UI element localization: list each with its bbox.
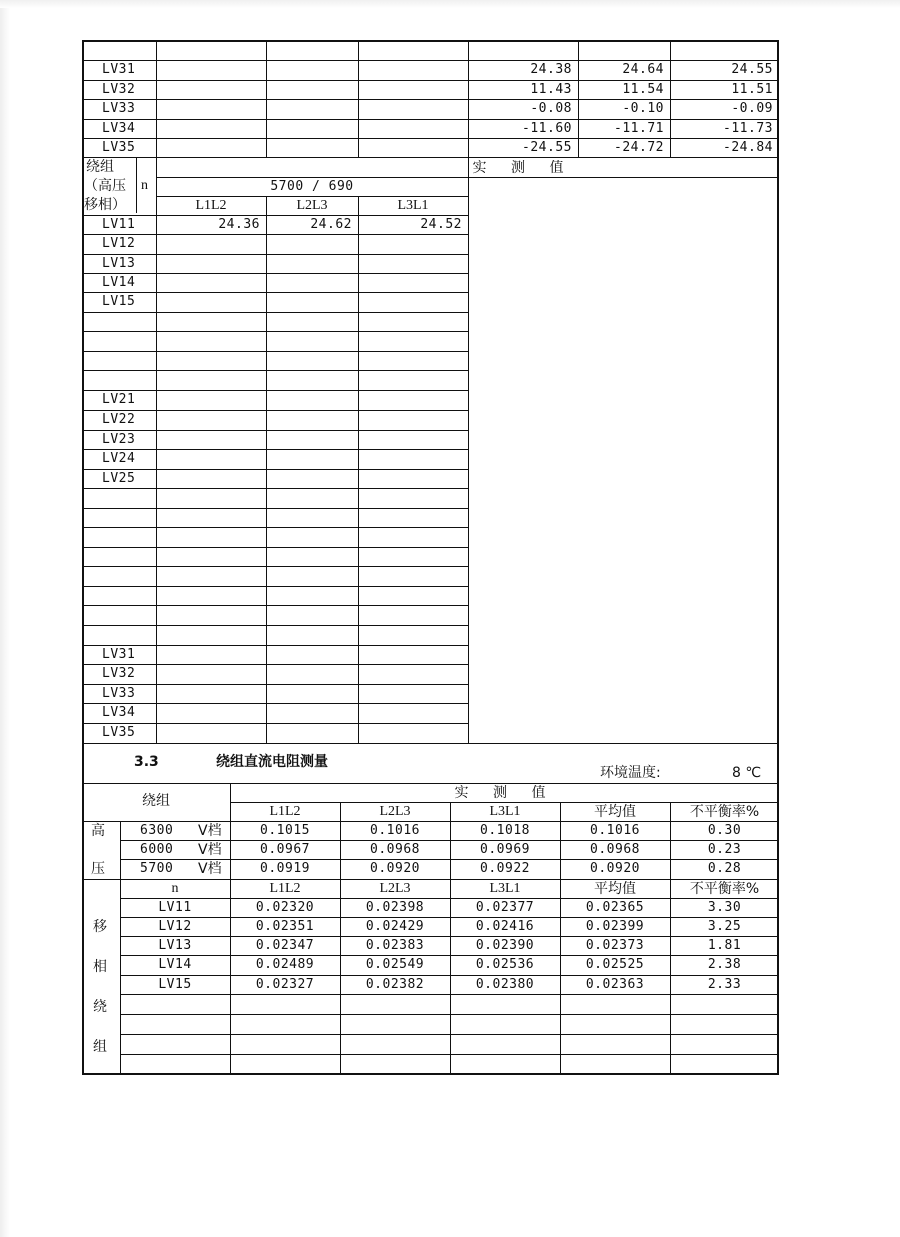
table-cell: -11.73: [723, 121, 773, 136]
row-line: [82, 684, 468, 685]
row-line: [82, 586, 468, 587]
col-divider: [136, 157, 137, 213]
row-label: LV33: [102, 101, 136, 116]
table-cell: 0.1016: [370, 823, 420, 838]
tap-value: 6000: [140, 842, 174, 857]
hv-label: 高: [91, 823, 105, 839]
row-line: [82, 331, 468, 332]
table-cell: 0.0967: [260, 842, 310, 857]
phase-shift-label: 组: [93, 1039, 107, 1055]
row-label: LV34: [102, 121, 136, 136]
table-cell: -24.55: [522, 140, 572, 155]
section-divider: [82, 743, 779, 744]
table-cell: 24.62: [310, 217, 352, 232]
tap-unit: V档: [198, 842, 222, 858]
column-header: 平均值: [594, 881, 636, 897]
table-cell: 24.36: [218, 217, 260, 232]
col-header-l3l1: L3L1: [397, 198, 429, 213]
row-line: [82, 508, 468, 509]
ambient-label: 环境温度:: [600, 765, 661, 781]
row-label: LV14: [158, 957, 192, 972]
phase-shift-label: 绕: [93, 999, 107, 1015]
winding-label: 绕组: [86, 159, 114, 175]
table-cell: 0.0922: [480, 861, 530, 876]
table-cell: 0.02377: [475, 900, 535, 915]
tap-unit: V档: [198, 823, 222, 839]
col-header-l1l2: L1L2: [195, 198, 227, 213]
row-line: [82, 312, 468, 313]
row-label: LV34: [102, 705, 136, 720]
row-line: [82, 370, 468, 371]
row-line: [82, 449, 468, 450]
row-label: LV33: [102, 686, 136, 701]
table-cell: 0.02365: [585, 900, 645, 915]
column-header: L2L3: [379, 804, 411, 819]
row-line: [82, 469, 468, 470]
table-cell: 0.02429: [365, 919, 425, 934]
row-label: LV32: [102, 666, 136, 681]
row-line: [82, 410, 468, 411]
hv-label: 压: [91, 861, 105, 877]
table-cell: 0.02363: [585, 977, 645, 992]
table-cell: 24.52: [420, 217, 462, 232]
col-divider: [156, 157, 157, 743]
table-cell: 11.43: [530, 82, 572, 97]
table-cell: 1.81: [707, 938, 742, 953]
table-cell: 0.02416: [475, 919, 535, 934]
column-header: L3L1: [489, 804, 521, 819]
ambient-value: 8 ℃: [732, 765, 762, 781]
row-line: [82, 488, 468, 489]
table-cell: 11.54: [622, 82, 664, 97]
table-cell: 11.51: [731, 82, 773, 97]
column-header: 平均值: [594, 804, 636, 820]
row-line: [82, 430, 468, 431]
table-cell: 0.0920: [370, 861, 420, 876]
table-cell: 0.1016: [590, 823, 640, 838]
table-cell: -11.71: [614, 121, 664, 136]
table-cell: 2.33: [707, 977, 742, 992]
row-line: [82, 723, 468, 724]
n-label: n: [171, 881, 179, 896]
row-label: LV22: [102, 412, 136, 427]
row-line: [82, 664, 468, 665]
row-line: [82, 645, 468, 646]
row-line: [82, 273, 468, 274]
phase-shift-label: 相: [93, 959, 107, 975]
winding-label-hv: （高压: [84, 178, 126, 194]
row-label: LV12: [102, 236, 136, 251]
row-label: LV35: [102, 140, 136, 155]
table-cell: 0.0919: [260, 861, 310, 876]
tap-value: 5700: [140, 861, 174, 876]
table-cell: 0.02347: [255, 938, 315, 953]
table-cell: 0.0968: [590, 842, 640, 857]
table-cell: 0.02399: [585, 919, 645, 934]
table-cell: 0.02373: [585, 938, 645, 953]
row-line: [82, 605, 468, 606]
n-label: n: [141, 178, 148, 193]
winding-label-ps: 移相）: [84, 197, 126, 213]
table-cell: 0.0969: [480, 842, 530, 857]
row-line: [82, 292, 468, 293]
row-line: [82, 157, 779, 158]
table-cell: 24.38: [530, 62, 572, 77]
column-header: L2L3: [379, 881, 411, 896]
scan-edge-left: [0, 0, 10, 1237]
column-header: 不平衡率%: [689, 881, 760, 897]
row-label: LV21: [102, 392, 136, 407]
table-cell: 0.02536: [475, 957, 535, 972]
row-label: LV25: [102, 471, 136, 486]
measured-header: 实 测 值: [472, 160, 574, 176]
row-line: [82, 527, 468, 528]
table-cell: -11.60: [522, 121, 572, 136]
row-line: [82, 547, 468, 548]
table-cell: 24.64: [622, 62, 664, 77]
row-label: LV32: [102, 82, 136, 97]
scan-edge-top: [0, 0, 900, 8]
row-label: LV12: [158, 919, 192, 934]
row-label: LV31: [102, 647, 136, 662]
row-label: LV15: [158, 977, 192, 992]
table-cell: -0.09: [731, 101, 773, 116]
column-header: L3L1: [489, 881, 521, 896]
dc-measured-header: 实 测 值: [454, 785, 556, 801]
tap-setting: 5700 / 690: [270, 179, 354, 194]
row-line: [82, 703, 468, 704]
table-cell: 3.25: [707, 919, 742, 934]
row-line: [82, 351, 468, 352]
table-cell: 0.02380: [475, 977, 535, 992]
row-label: LV13: [102, 256, 136, 271]
row-label: LV11: [158, 900, 192, 915]
table-cell: 0.1018: [480, 823, 530, 838]
table-cell: 0.1015: [260, 823, 310, 838]
row-line: [82, 625, 468, 626]
table-cell: 0.0968: [370, 842, 420, 857]
col-header-l2l3: L2L3: [296, 198, 328, 213]
tap-unit: V档: [198, 861, 222, 877]
table-cell: 0.23: [707, 842, 742, 857]
column-header: 不平衡率%: [689, 804, 760, 820]
table-cell: -24.72: [614, 140, 664, 155]
tap-value: 6300: [140, 823, 174, 838]
row-line: [82, 783, 779, 784]
table-cell: -24.84: [723, 140, 773, 155]
column-header: L1L2: [269, 881, 301, 896]
row-label: LV35: [102, 725, 136, 740]
table-cell: -0.10: [622, 101, 664, 116]
column-header: L1L2: [269, 804, 301, 819]
table-cell: 0.02549: [365, 957, 425, 972]
row-line: [82, 254, 468, 255]
table-cell: 3.30: [707, 900, 742, 915]
row-label: LV13: [158, 938, 192, 953]
table-cell: 0.02525: [585, 957, 645, 972]
row-line: [82, 566, 468, 567]
table-cell: 0.02390: [475, 938, 535, 953]
table-cell: 0.02383: [365, 938, 425, 953]
table-cell: 0.02489: [255, 957, 315, 972]
section-title: 绕组直流电阻测量: [216, 754, 328, 770]
row-label: LV31: [102, 62, 136, 77]
table-cell: 0.02382: [365, 977, 425, 992]
row-line: [82, 234, 468, 235]
row-label: LV23: [102, 432, 136, 447]
table-cell: 0.30: [707, 823, 742, 838]
row-label: LV14: [102, 275, 136, 290]
dc-winding-label: 绕组: [142, 793, 170, 809]
row-label: LV15: [102, 294, 136, 309]
table-cell: 0.28: [707, 861, 742, 876]
phase-shift-label: 移: [93, 919, 107, 935]
table-cell: 0.02327: [255, 977, 315, 992]
row-label: LV24: [102, 451, 136, 466]
table-cell: 24.55: [731, 62, 773, 77]
table-cell: 0.02351: [255, 919, 315, 934]
table-cell: 0.02398: [365, 900, 425, 915]
row-label: LV11: [102, 217, 136, 232]
table-cell: 2.38: [707, 957, 742, 972]
section-number: 3.3: [134, 754, 159, 770]
table-cell: 0.02320: [255, 900, 315, 915]
row-line: [82, 390, 468, 391]
table-cell: 0.0920: [590, 861, 640, 876]
table-cell: -0.08: [530, 101, 572, 116]
